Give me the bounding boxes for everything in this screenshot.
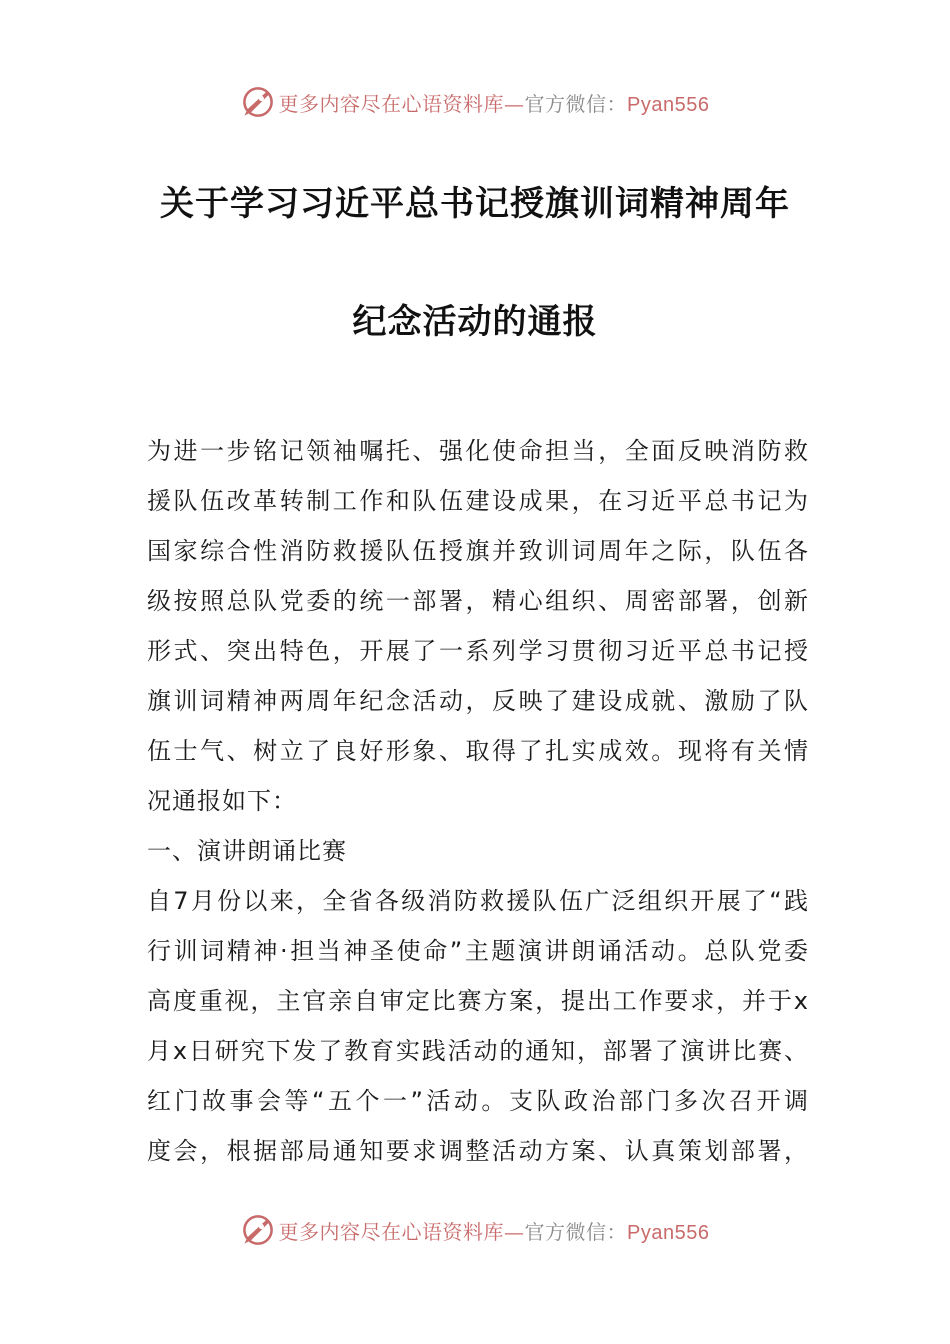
body-line: 红门故事会等“五个一”活动。支队政治部门多次召开调 xyxy=(147,1087,809,1115)
body-line: 级按照总队党委的统一部署，精心组织、周密部署，创新 xyxy=(147,587,809,615)
watermark-header xyxy=(0,82,950,122)
body-line: 为进一步铭记领袖嘱托、强化使命担当，全面反映消防救 xyxy=(147,437,809,465)
watermark-wechat-id: Pyan556 xyxy=(627,1221,710,1244)
body-line: 伍士气、树立了良好形象、取得了扎实成效。现将有关情 xyxy=(147,737,809,765)
watermark-separator: — xyxy=(504,1219,525,1244)
watermark-brand: 更多内容尽在心语资料库 xyxy=(278,91,505,116)
body-line: 旗训词精神两周年纪念活动，反映了建设成就、激励了队 xyxy=(147,687,809,715)
body-line: 度会，根据部局通知要求调整活动方案、认真策划部署， xyxy=(147,1137,809,1165)
section-heading: 一、演讲朗诵比赛 xyxy=(147,837,347,865)
watermark-footer xyxy=(0,1210,950,1250)
body-line: 自7月份以来，全省各级消防救援队伍广泛组织开展了“践 xyxy=(147,887,809,915)
body-line: 高度重视，主官亲自审定比赛方案，提出工作要求，并于x xyxy=(147,987,809,1015)
document-title-line-1: 关于学习习近平总书记授旗训词精神周年 xyxy=(160,184,790,224)
watermark-separator: — xyxy=(504,91,525,116)
body-line: 援队伍改革转制工作和队伍建设成果，在习近平总书记为 xyxy=(147,487,809,515)
body-line: 形式、突出特色，开展了一系列学习贯彻习近平总书记授 xyxy=(147,637,809,665)
pen-nib-logo-icon xyxy=(241,1213,275,1247)
body-line: 国家综合性消防救援队伍授旗并致训词周年之际，队伍各 xyxy=(147,537,809,565)
pen-nib-logo-icon xyxy=(241,85,275,119)
watermark-wechat-id: Pyan556 xyxy=(627,93,710,116)
body-line: 行训词精神·担当神圣使命”主题演讲朗诵活动。总队党委 xyxy=(147,937,809,965)
watermark-wechat-label: 官方微信： xyxy=(524,91,628,116)
document-title-line-2: 纪念活动的通报 xyxy=(352,302,598,342)
watermark-wechat-label: 官方微信： xyxy=(524,1219,628,1244)
watermark-brand: 更多内容尽在心语资料库 xyxy=(278,1219,505,1244)
body-line: 况通报如下： xyxy=(147,787,297,815)
body-line: 月x日研究下发了教育实践活动的通知，部署了演讲比赛、 xyxy=(147,1037,809,1065)
document-body xyxy=(147,426,809,1176)
